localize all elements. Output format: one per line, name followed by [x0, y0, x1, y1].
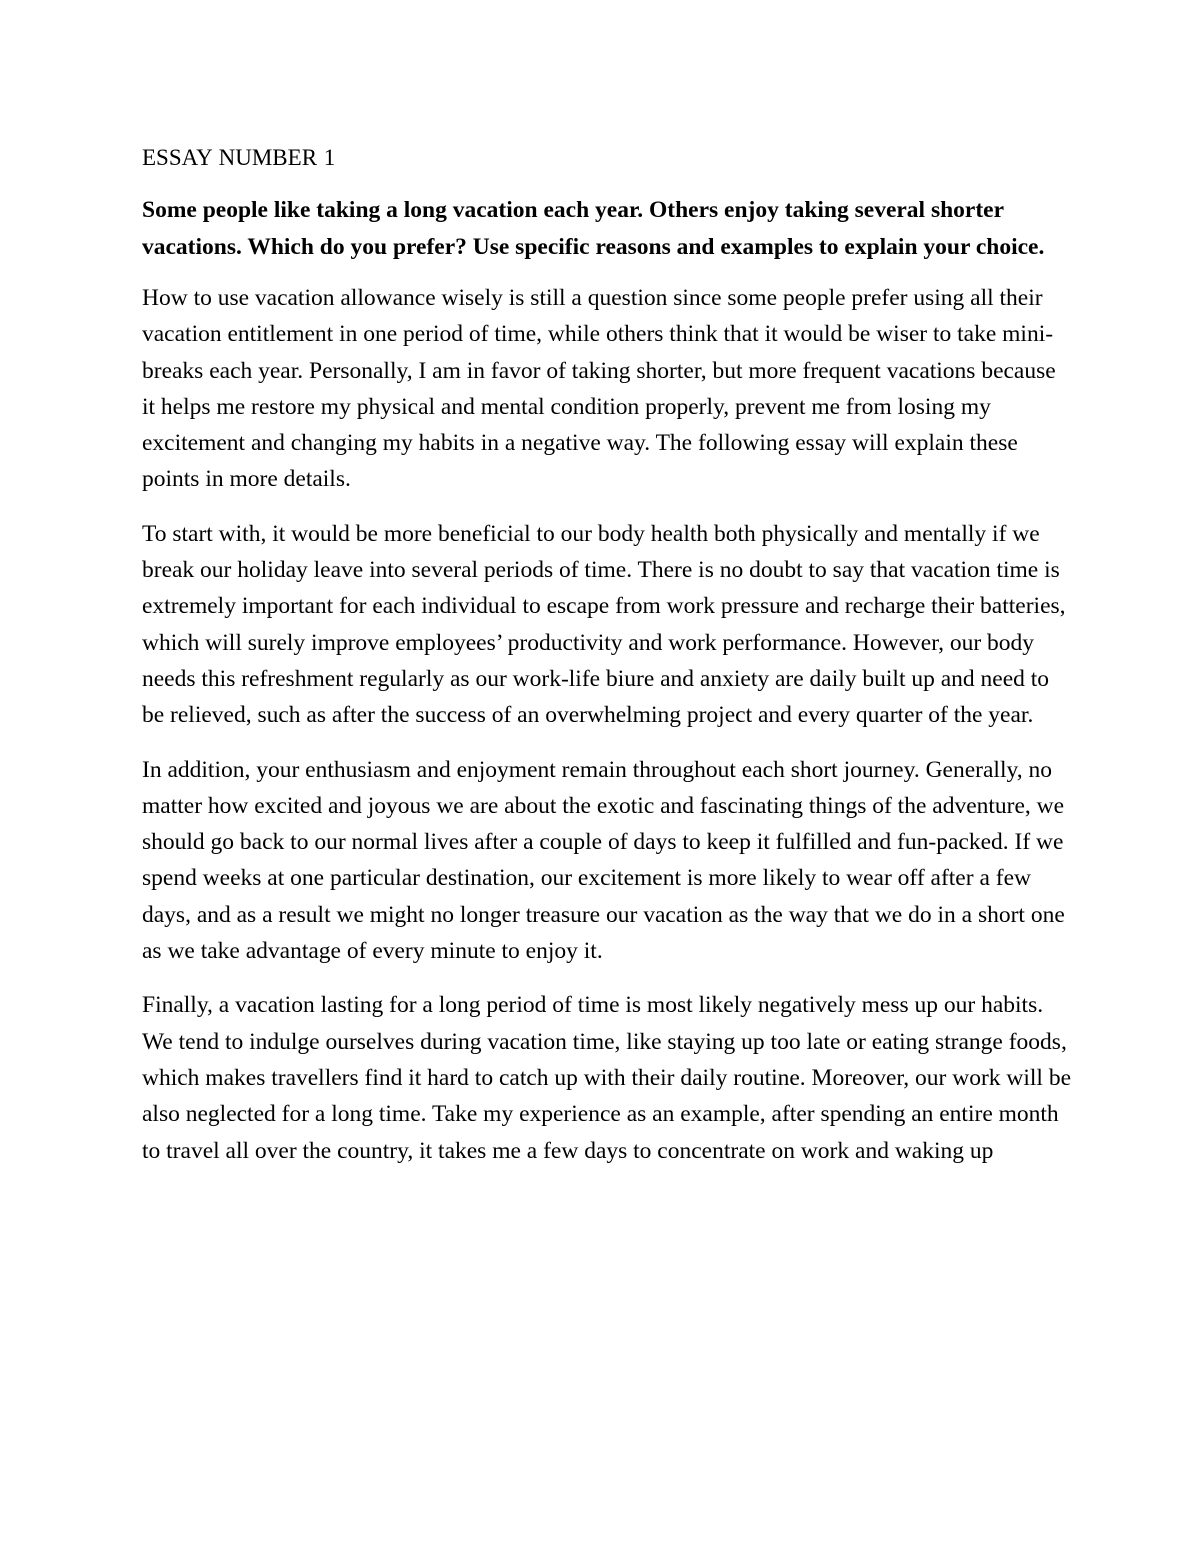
paragraph-habits: Finally, a vacation lasting for a long period of time is most likely negatively mess up our habits. We tend to indulge ourselves during vacation time, like staying up too late or eating strange foods, which makes travellers find it hard to catch up with their daily routine. Moreover, our work will be also neglected for a long time. Take my experience as an example, after spending an entire month to travel all over the country, it takes me a few days to concentrate on work and waking up: [142, 992, 1072, 1164]
paragraph-introduction: How to use vacation allowance wisely is still a question since some people prefer using all their vacation entitlement in one period of time, while others think that it would be wiser to take mini-breaks each year. Personally, I am in favor of taking shorter, but more frequent vacations because it helps me restore my physical and mental condition properly, prevent me from losing my excitement and changing my habits in a negative way. The following essay will explain these points in more details.: [142, 285, 1056, 493]
essay-prompt: Some people like taking a long vacation each year. Others enjoy taking several shorter vacations. Which do you prefer? Use specific reasons and examples to explain your choice.: [142, 197, 1045, 260]
essay-body: [142, 140, 1072, 1187]
essay-heading: ESSAY NUMBER 1: [142, 145, 336, 170]
paragraph-health: To start with, it would be more beneficial to our body health both physically and mentally if we break our holiday leave into several periods of time. There is no doubt to say that vacation time is extremely important for each individual to escape from work pressure and recharge their batteries, which will surely improve employees’ productivity and work performance. However, our body needs this refreshment regularly as our work-life biure and anxiety are daily built up and need to be relieved, such as after the success of an overwhelming project and every quarter of the year.: [142, 520, 1066, 729]
paragraph-enthusiasm: In addition, your enthusiasm and enjoyment remain throughout each short journey. Generally, no matter how excited and joyous we are about the exotic and fascinating things of the adventure, we should go back to our normal lives after a couple of days to keep it fulfilled and fun-packed. If we spend weeks at one particular destination, our excitement is more likely to wear off after a few days, and as a result we might no longer treasure our vacation as the way that we do in a short one as we take advantage of every minute to enjoy it.: [142, 756, 1065, 965]
